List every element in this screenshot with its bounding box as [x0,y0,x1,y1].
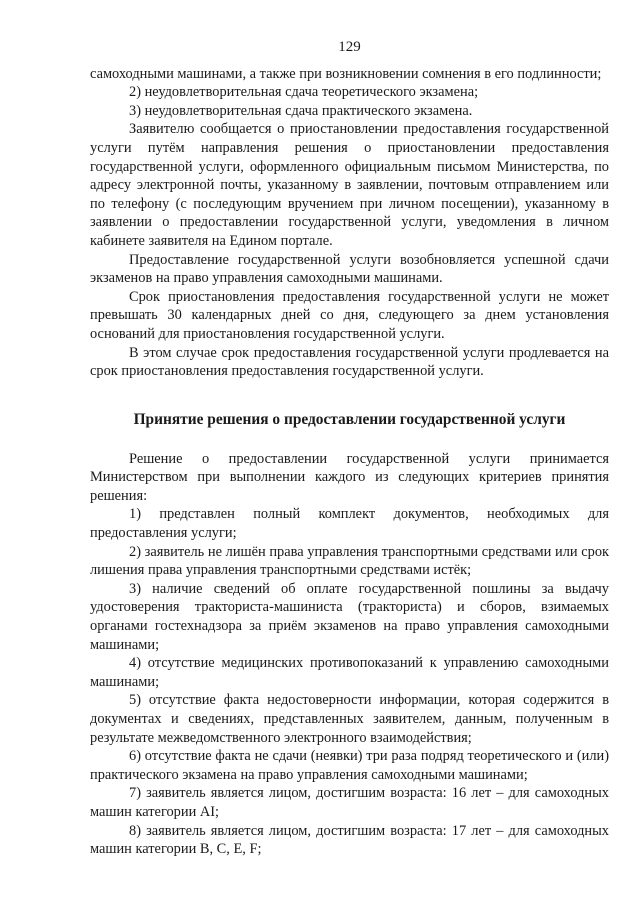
paragraph-resumption: Предоставление государственной услуги возобновляется успешной сдачи экзаменов на право управления самоходными машинами. [90,251,609,287]
criterion-item-4: 4) отсутствие медицинских противопоказаний к управлению самоходными машинами; [90,655,609,690]
list-item-3: 3) неудовлетворительная сдача практического экзамена. [129,102,473,119]
list-item-2: 2) неудовлетворительная сдача теоретического экзамена; [129,84,479,101]
criterion-item-8: 8) заявитель является лицом, достигшим возраста: 17 лет – для самоходных машин категории B, C, E, F; [90,822,609,858]
paragraph-decision-intro: Решение о предоставлении государственной услуги принимается Министерством при выполнении каждого из следующих критериев принятия решения: [90,450,609,504]
criterion-item-3: 3) наличие сведений об оплате государственной пошлины за выдачу удостоверения тракториста-машиниста (тракториста) и сборов, взимаемых органами гостехнадзора за приём экзаменов на право управления самоходными машинами; [90,580,609,653]
paragraph-continuation: самоходными машинами, а также при возникновении сомнения в его подлинности; [90,65,602,82]
criterion-item-2: 2) заявитель не лишён права управления транспортными средствами или срок лишения права управления транспортными средствами истёк; [90,543,609,579]
section-suspension [90,65,609,381]
page-number: 129 [338,39,361,55]
criterion-item-6: 6) отсутствие факта не сдачи (неявки) три раза подряд теоретического и (или) практического экзамена на право управления самоходными машинами; [90,748,609,783]
section-heading: Принятие решения о предоставлении государственной услуги [133,410,566,428]
paragraph-notification: Заявителю сообщается о приостановлении предоставления государственной услуги путём направления решения о приостановлении предоставления государственной услуги, оформленного официальным письмом Министерства, по адресу электронной почты, указанному в заявлении, почтовым отправлением или по телефону (с последующим вручением при личном посещении), указанному в заявлении о предоставлении государственной услуги, уведомления в личном кабинете заявителя на Едином портале. [90,121,609,249]
paragraph-extension: В этом случае срок предоставления государственной услуги продлевается на срок приостановления предоставления государственной услуги. [90,344,609,380]
document-page [90,38,609,859]
criterion-item-5: 5) отсутствие факта недостоверности информации, которая содержится в документах и сведениях, представленных заявителем, данным, полученным в результате межведомственного электронного взаимодействия; [90,692,609,746]
paragraph-suspension-term: Срок приостановления предоставления государственной услуги не может превышать 30 календарных дней со дня, следующего за днем установления оснований для приостановления государственной услуги. [90,288,609,342]
criterion-item-1: 1) представлен полный комплект документов, необходимых для предоставления услуги; [90,506,609,542]
criterion-item-7: 7) заявитель является лицом, достигшим возраста: 16 лет – для самоходных машин категории AI; [90,785,609,820]
section-decision [90,450,609,859]
